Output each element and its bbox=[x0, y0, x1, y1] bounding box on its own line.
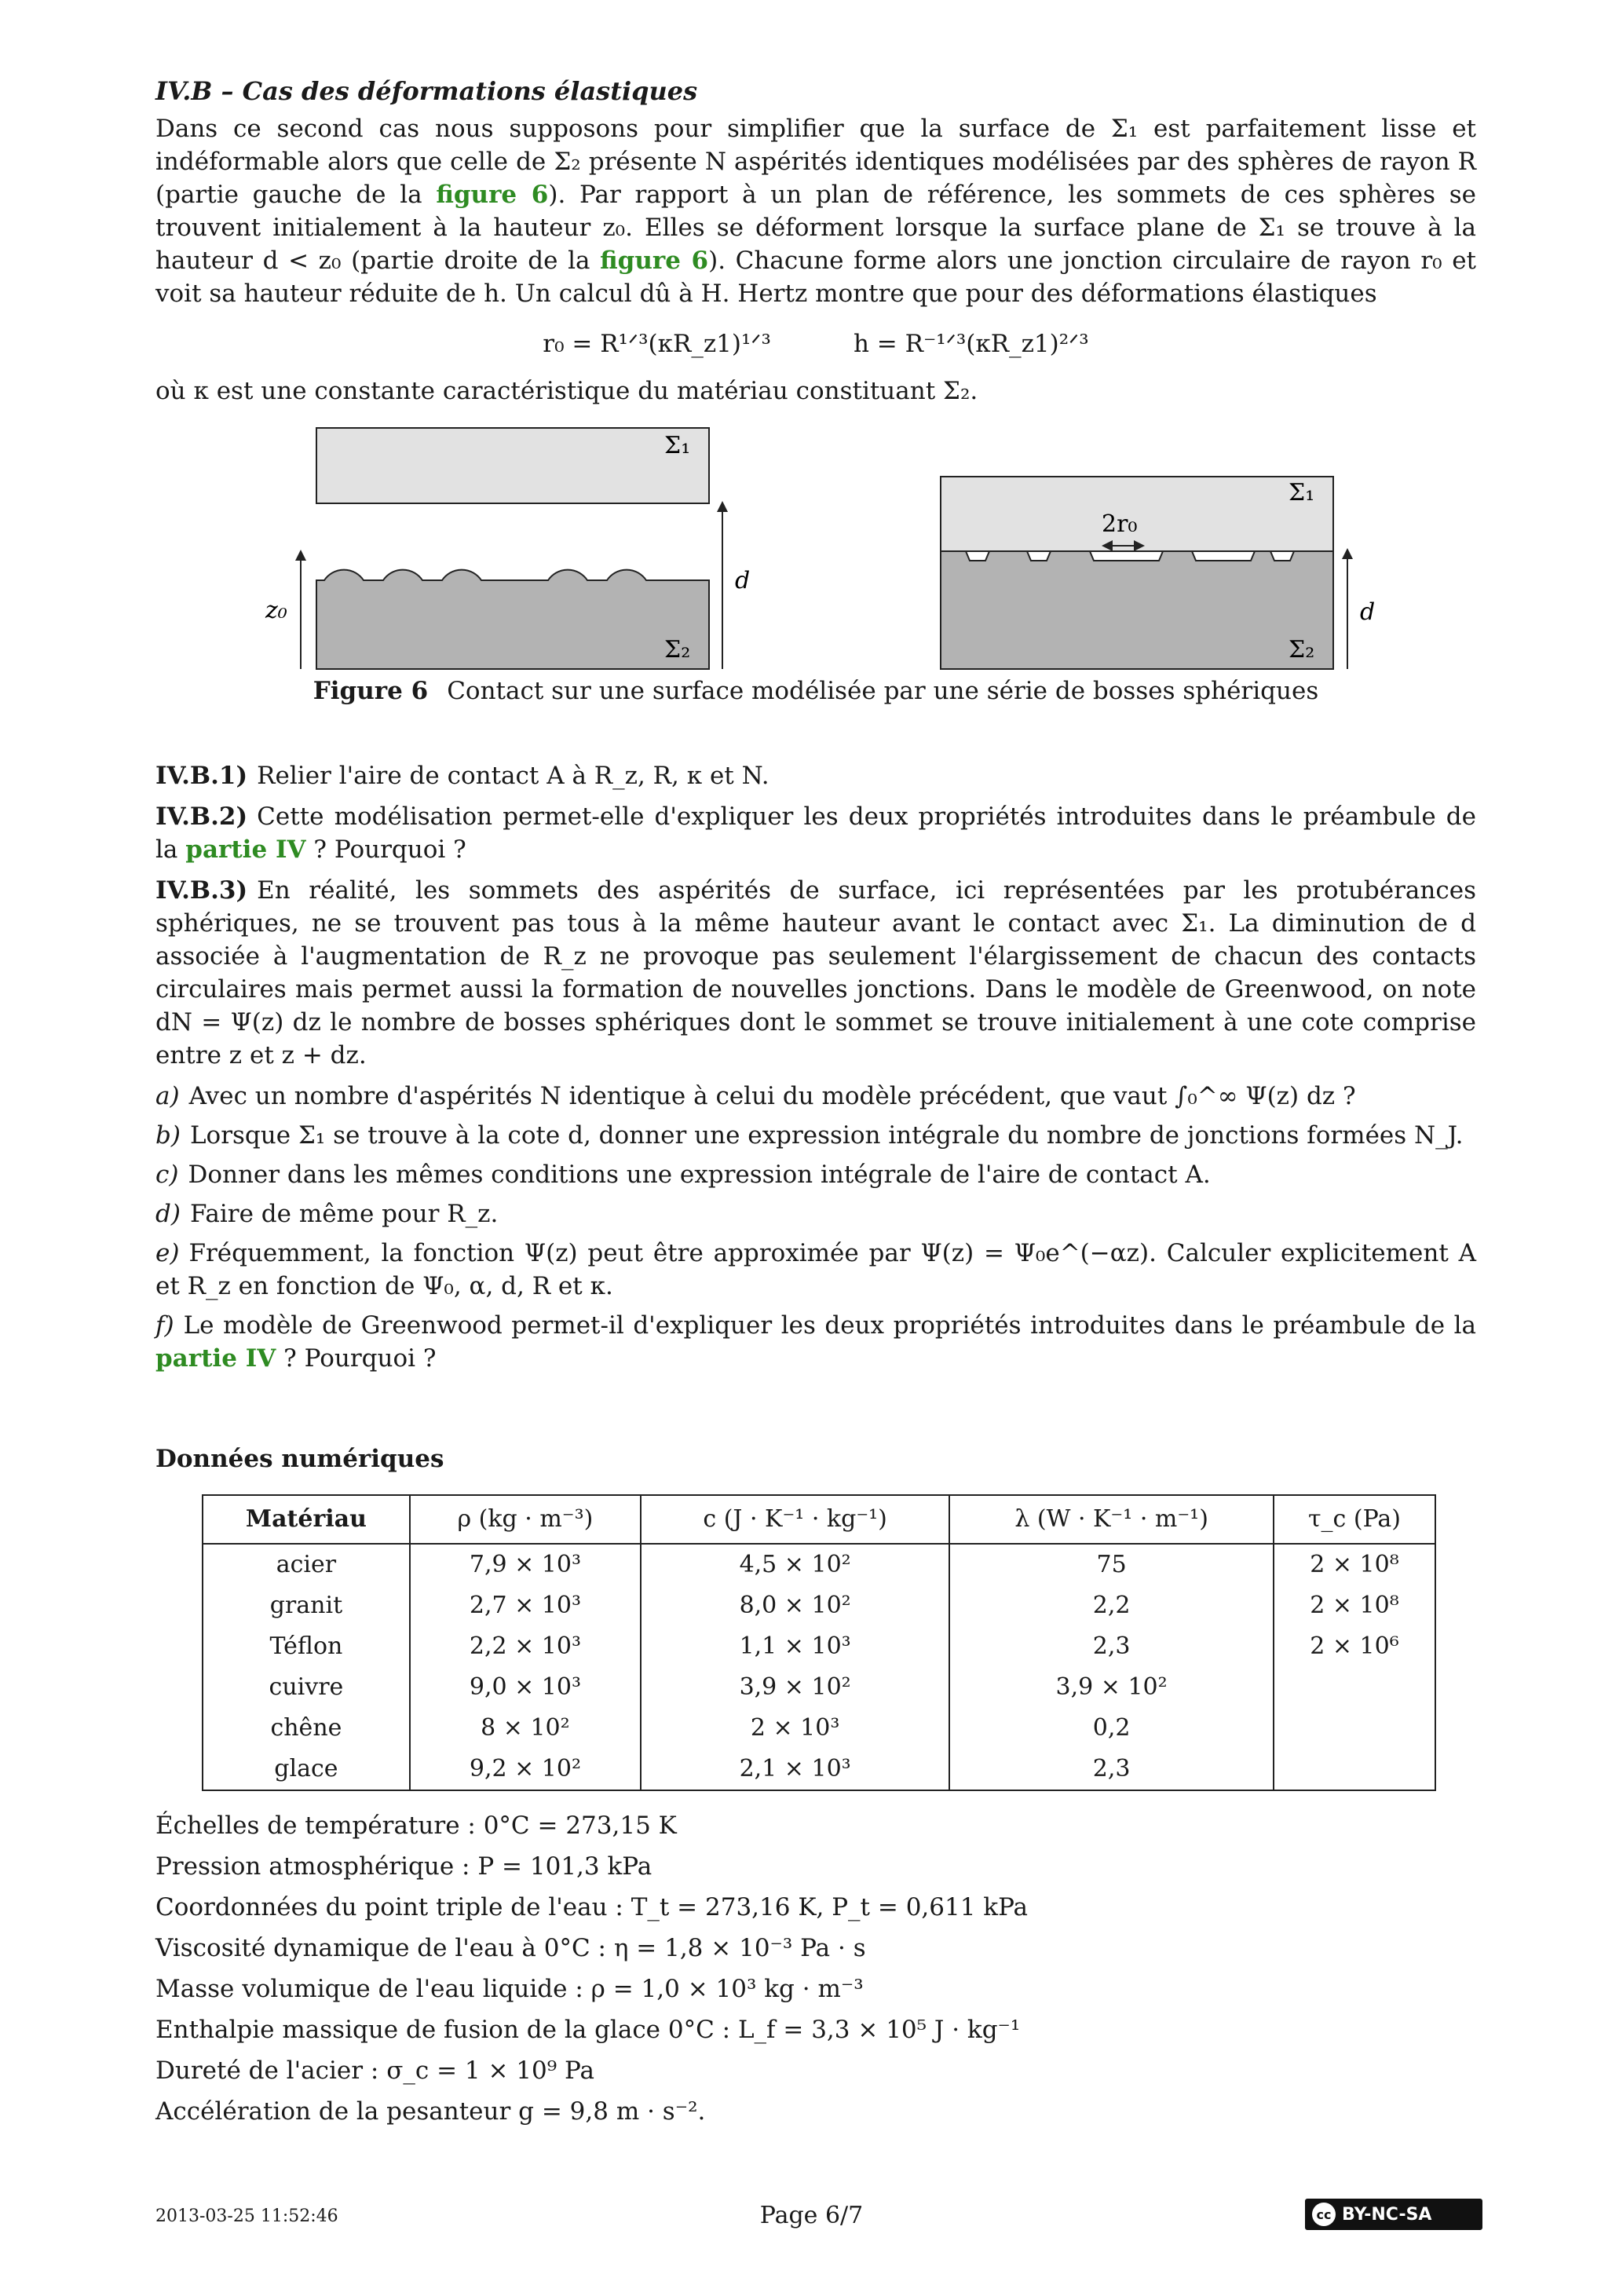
materials-table bbox=[202, 1494, 1436, 1791]
sigma2-label-right: Σ₂ bbox=[1289, 636, 1315, 664]
license-text: BY-NC-SA bbox=[1342, 2204, 1432, 2225]
figure-link-1[interactable]: figure 6 bbox=[436, 181, 549, 209]
table-row: chêne 8 × 10² 2 × 10³ 0,2 bbox=[203, 1708, 1435, 1749]
2r0-label: 2r₀ bbox=[1102, 510, 1138, 538]
data-section-title: Données numériques bbox=[155, 1445, 444, 1473]
z0-label: z₀ bbox=[265, 597, 287, 624]
constant-viscosity: Viscosité dynamique de l'eau à 0°C : η = 1,8 × 10⁻³ Pa · s bbox=[155, 1934, 866, 1962]
sigma1-label-right: Σ₁ bbox=[1289, 479, 1315, 506]
section-title: IV.B – Cas des déformations élastiques bbox=[155, 76, 698, 106]
intro-paragraph: Dans ce second cas nous supposons pour simplifier que la surface de Σ₁ est parfaitement lisse et indéformable alors que celle de Σ₂ présente N aspérités identiques modélisées par des sphères de rayon R (partie gauche de la figure 6). Par rapport à un plan de référence, les sommets de ces sphères se trouvent initialement à la hauteur z₀. Elles se déforment lorsque la surface plane de Σ₁ se trouve à la hauteur d < z₀ (partie droite de la figure 6). Chacune forme alors une jonction circulaire de rayon r₀ et voit sa hauteur réduite de h. Un calcul dû à H. Hertz montre que pour des déformations élastiques bbox=[155, 115, 1477, 308]
header-tau: τ_c (Pa) bbox=[1274, 1495, 1435, 1544]
part-iv-link-1[interactable]: partie IV bbox=[185, 835, 306, 864]
kappa-note: où κ est une constante caractéristique du matériau constituant Σ₂. bbox=[155, 377, 978, 405]
figure-6-diagram bbox=[155, 422, 1476, 704]
constant-hardness: Dureté de l'acier : σ_c = 1 × 10⁹ Pa bbox=[155, 2057, 594, 2085]
part-iv-link-2[interactable]: partie IV bbox=[155, 1344, 276, 1373]
question-3b: b) Lorsque Σ₁ se trouve à la cote d, donner une expression intégrale du nombre de jonctions formées N_J. bbox=[155, 1121, 1464, 1150]
figure-caption bbox=[155, 675, 1476, 707]
question-3a: a) Avec un nombre d'aspérités N identique à celui du modèle précédent, que vaut ∫₀^∞ Ψ(z) dz ? bbox=[155, 1082, 1356, 1110]
sigma2-bumps-left bbox=[316, 570, 709, 669]
table-row: Téflon 2,2 × 10³ 1,1 × 10³ 2,3 2 × 10⁶ bbox=[203, 1626, 1435, 1667]
question-3d: d) Faire de même pour R_z. bbox=[155, 1200, 499, 1228]
table-row: acier 7,9 × 10³ 4,5 × 10² 75 2 × 10⁸ bbox=[203, 1544, 1435, 1585]
table-row: cuivre 9,0 × 10³ 3,9 × 10² 3,9 × 10² bbox=[203, 1667, 1435, 1708]
table-row: glace 9,2 × 10² 2,1 × 10³ 2,3 bbox=[203, 1749, 1435, 1790]
d-label-right: d bbox=[1360, 598, 1376, 626]
constant-pressure: Pression atmosphérique : P = 101,3 kPa bbox=[155, 1852, 652, 1881]
page-number: Page 6/7 bbox=[759, 2202, 864, 2229]
constants-list bbox=[155, 1805, 1476, 2132]
constant-density: Masse volumique de l'eau liquide : ρ = 1,0 × 10³ kg · m⁻³ bbox=[155, 1975, 864, 2003]
formula-r0: r₀ = R¹ᐟ³(κR_z1)¹ᐟ³ bbox=[543, 330, 771, 358]
figure-caption-text: Contact sur une surface modélisée par une série de bosses sphériques bbox=[447, 677, 1319, 705]
sigma1-block-left bbox=[316, 428, 709, 503]
question-2: IV.B.2) Cette modélisation permet-elle d'expliquer les deux propriétés introduites dans le préambule de la partie IV ? Pourquoi ? bbox=[155, 803, 1476, 864]
constant-gravity: Accélération de la pesanteur g = 9,8 m · s⁻². bbox=[155, 2097, 706, 2126]
table-row: granit 2,7 × 10³ 8,0 × 10² 2,2 2 × 10⁸ bbox=[203, 1585, 1435, 1626]
header-rho: ρ (kg · m⁻³) bbox=[410, 1495, 641, 1544]
sigma2-label-left: Σ₂ bbox=[664, 636, 691, 664]
license-badge[interactable] bbox=[1305, 2199, 1482, 2230]
constant-triple-point: Coordonnées du point triple de l'eau : T_t = 273,16 K, P_t = 0,611 kPa bbox=[155, 1893, 1029, 1921]
constant-temperature: Échelles de température : 0°C = 273,15 K bbox=[155, 1812, 677, 1840]
question-3: IV.B.3) En réalité, les sommets des aspérités de surface, ici représentées par les protubérances sphériques, ne se trouvent pas tous à la même hauteur avant le contact avec Σ₁. La diminution de d associée à l'augmentation de R_z ne provoque pas seulement l'élargissement de chacun des contacts circulaires mais permet aussi la formation de nouvelles jonctions. Dans le modèle de Greenwood, on note dN = Ψ(z) dz le nombre de bosses sphériques dont le sommet se trouve initialement à une cote comprise entre z et z + dz. bbox=[155, 876, 1476, 1069]
figure-caption-label: Figure 6 bbox=[313, 677, 429, 705]
creative-commons-icon: cc bbox=[1312, 2203, 1336, 2226]
formula-h: h = R⁻¹ᐟ³(κR_z1)²ᐟ³ bbox=[853, 330, 1089, 358]
question-1: IV.B.1) Relier l'aire de contact A à R_z, R, κ et N. bbox=[155, 762, 769, 790]
constant-enthalpy: Enthalpie massique de fusion de la glace 0°C : L_f = 3,3 × 10⁵ J · kg⁻¹ bbox=[155, 2016, 1021, 2044]
materials-table-header bbox=[203, 1495, 1435, 1544]
page-content bbox=[155, 75, 1476, 2132]
figure-6 bbox=[155, 422, 1476, 759]
header-material: Matériau bbox=[203, 1495, 410, 1544]
sigma2-flattened-right bbox=[941, 551, 1333, 669]
hertz-formulas bbox=[155, 327, 1476, 360]
header-lambda: λ (W · K⁻¹ · m⁻¹) bbox=[949, 1495, 1274, 1544]
figure-link-2[interactable]: figure 6 bbox=[600, 247, 709, 275]
sigma1-label-left: Σ₁ bbox=[664, 432, 691, 459]
question-3e: e) Fréquemment, la fonction Ψ(z) peut être approximée par Ψ(z) = Ψ₀e^(−αz). Calculer explicitement A et R_z en fonction de Ψ₀, α, d, R et κ. bbox=[155, 1239, 1476, 1300]
d-label-left: d bbox=[735, 567, 751, 594]
header-c: c (J · K⁻¹ · kg⁻¹) bbox=[641, 1495, 949, 1544]
question-3c: c) Donner dans les mêmes conditions une expression intégrale de l'aire de contact A. bbox=[155, 1161, 1211, 1189]
footer-date: 2013-03-25 11:52:46 bbox=[155, 2206, 338, 2226]
question-3f: f) Le modèle de Greenwood permet-il d'expliquer les deux propriétés introduites dans le préambule de la partie IV ? Pourquoi ? bbox=[155, 1311, 1476, 1373]
